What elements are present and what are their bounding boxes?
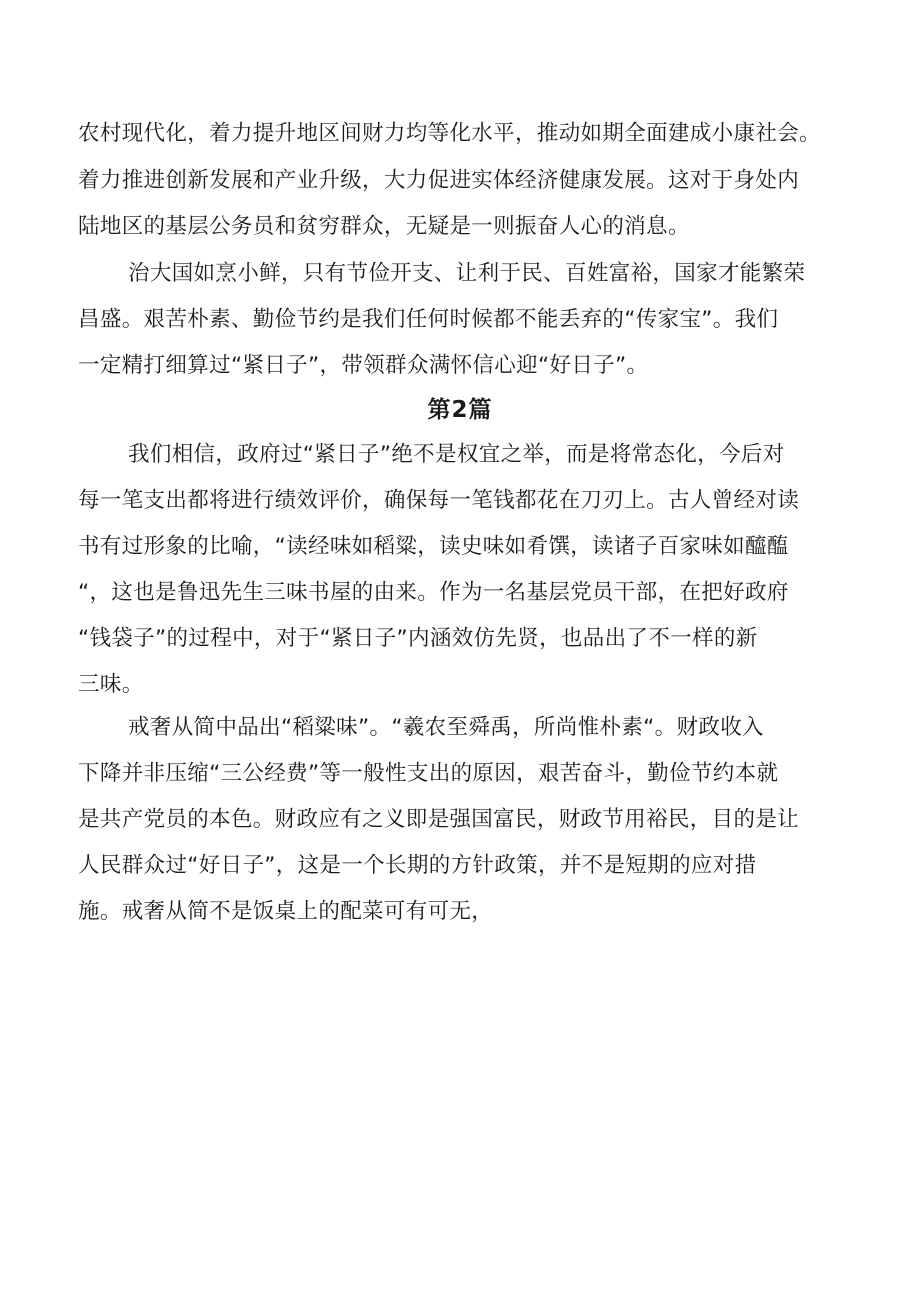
paragraph-line: 戒奢从简中品出“稻粱味”。“羲农至舜禹，所尚惟朴素“。财政收入 — [128, 715, 764, 740]
paragraph-line: 陆地区的基层公务员和贫穷群众，无疑是一则振奋人心的消息。 — [78, 214, 690, 239]
paragraph-line: 我们相信，政府过“紧日子”绝不是权宜之举，而是将常态化，今后对 — [128, 442, 785, 467]
paragraph-line: 着力推进创新发展和产业升级，大力促进实体经济健康发展。这对于身处内 — [78, 168, 800, 193]
paragraph-line: “钱袋子”的过程中，对于“紧日子”内涵效仿先贤，也品出了不一样的新 — [78, 626, 758, 651]
paragraph-line: 施。戒奢从简不是饭桌上的配菜可有可无， — [78, 899, 494, 924]
paragraph-line: “，这也是鲁迅先生三味书屋的由来。作为一名基层党员干部，在把好政府 — [78, 580, 789, 605]
paragraph-line: 治大国如烹小鲜，只有节俭开支、让利于民、百姓富裕，国家才能繁荣 — [128, 261, 806, 286]
paragraph-line: 一定精打细算过“紧日子”，带领群众满怀信心迎“好日子”。 — [78, 353, 649, 378]
paragraph-line: 下降并非压缩“三公经费”等一般性支出的原因，艰苦奋斗，勤俭节约本就 — [78, 761, 779, 786]
paragraph-line: 昌盛。艰苦朴素、勤俭节约是我们任何时候都不能丢弃的“传家宝”。我们 — [78, 307, 779, 332]
paragraph-line: 书有过形象的比喻，“读经味如稻粱，读史味如肴馔，读诸子百家味如醯醢 — [78, 534, 789, 559]
paragraph-line: 人民群众过“好日子”，这是一个长期的方针政策，并不是短期的应对措 — [78, 853, 757, 878]
paragraph-line: 是共产党员的本色。财政应有之义即是强国富民，财政节用裕民，目的是让 — [78, 807, 800, 832]
section-heading: 第2篇 — [427, 397, 493, 423]
paragraph-line: 三味。 — [78, 672, 144, 697]
paragraph-line: 每一笔支出都将进行绩效评价，确保每一笔钱都花在刀刃上。古人曾经对读 — [78, 488, 800, 513]
paragraph-line: 农村现代化，着力提升地区间财力均等化水平，推动如期全面建成小康社会。 — [78, 121, 821, 146]
